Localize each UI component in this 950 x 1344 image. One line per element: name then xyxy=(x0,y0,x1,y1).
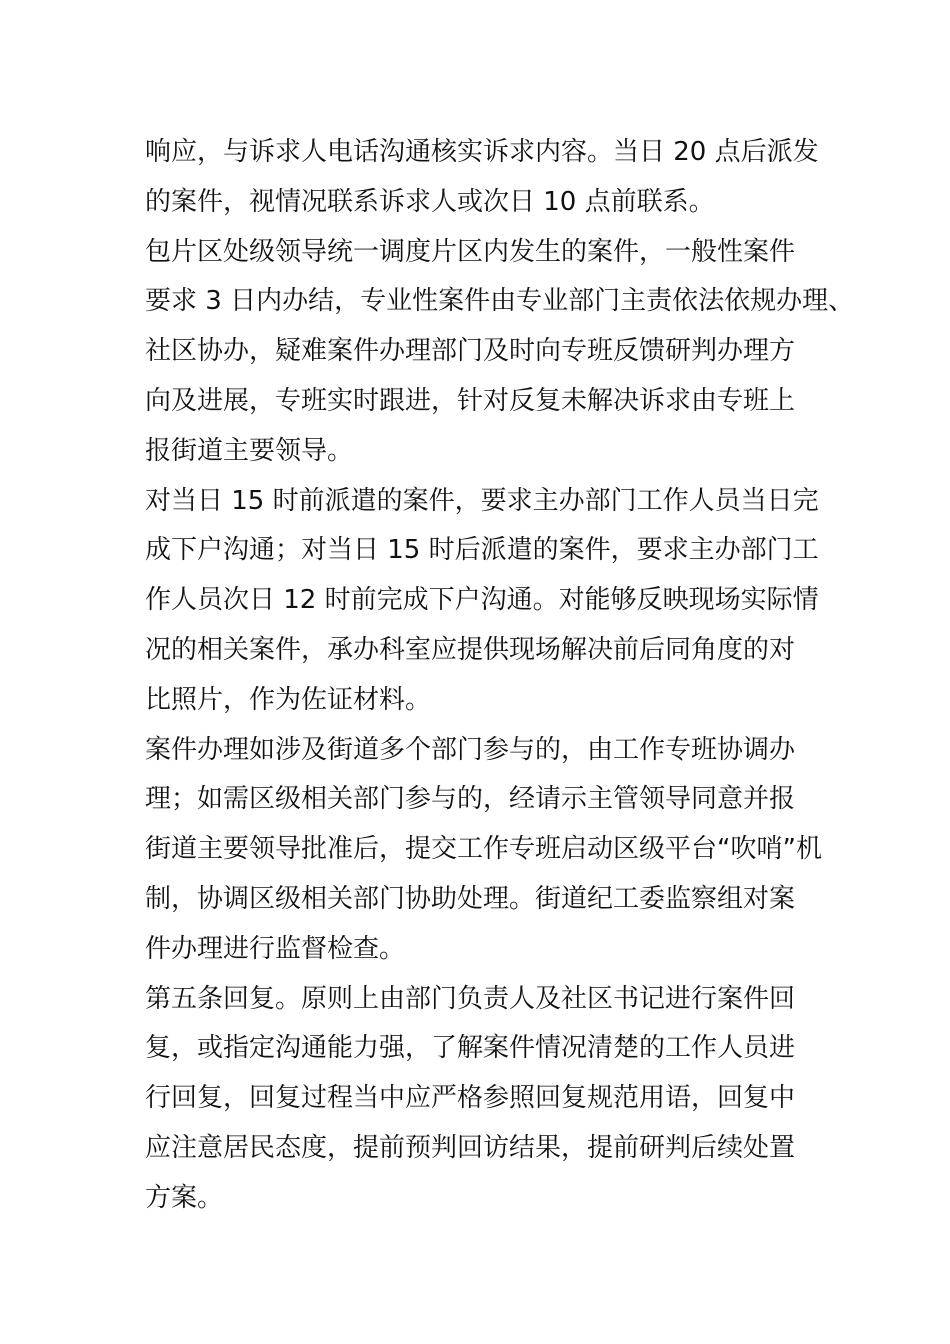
paragraph-3 xyxy=(145,477,819,726)
text-line: 的案件，视情况联系诉求人或次日 10 点前联系。 xyxy=(145,186,715,217)
text-line: 行回复，回复过程当中应严格参照回复规范用语，回复中 xyxy=(145,1083,796,1114)
text-line: 第五条回复。原则上由部门负责人及社区书记进行案件回 xyxy=(145,983,796,1014)
text-line: 方案。 xyxy=(145,1182,224,1213)
paragraph-4 xyxy=(145,726,822,975)
text-line: 社区协办，疑难案件办理部门及时向专班反馈研判办理方 xyxy=(145,336,796,367)
text-line: 制，协调区级相关部门协助处理。街道纪工委监察组对案 xyxy=(145,883,796,914)
text-line: 要求 3 日内办结，专业性案件由专业部门主责依法依规办理、 xyxy=(145,286,855,317)
document-body xyxy=(145,128,855,1224)
text-line: 向及进展，专班实时跟进，针对反复未解决诉求由专班上 xyxy=(145,385,796,416)
text-line: 成下户沟通；对当日 15 时后派遣的案件，要求主办部门工 xyxy=(145,535,819,566)
text-line: 作人员次日 12 时前完成下户沟通。对能够反映现场实际情 xyxy=(145,585,819,616)
paragraph-5 xyxy=(145,975,815,1224)
text-line: 报街道主要领导。 xyxy=(145,435,354,466)
paragraph-1 xyxy=(145,128,819,228)
text-line: 案件办理如涉及街道多个部门参与的，由工作专班协调办 xyxy=(145,734,796,765)
text-line: 况的相关案件，承办科室应提供现场解决前后同角度的对 xyxy=(145,634,796,665)
text-line: 件办理进行监督检查。 xyxy=(145,933,406,964)
paragraph-2 xyxy=(145,228,855,477)
text-line: 理；如需区级相关部门参与的，经请示主管领导同意并报 xyxy=(145,784,796,815)
text-line: 街道主要领导批准后，提交工作专班启动区级平台“吹哨”机 xyxy=(145,834,822,865)
text-line: 包片区处级领导统一调度片区内发生的案件，一般性案件 xyxy=(145,236,796,267)
text-line: 响应，与诉求人电话沟通核实诉求内容。当日 20 点后派发 xyxy=(145,137,819,167)
text-line: 对当日 15 时前派遣的案件，要求主办部门工作人员当日完 xyxy=(145,485,819,516)
text-line: 应注意居民态度，提前预判回访结果，提前研判后续处置 xyxy=(145,1132,796,1163)
text-line: 复，或指定沟通能力强，了解案件情况清楚的工作人员进 xyxy=(145,1033,796,1064)
text-line: 比照片，作为佐证材料。 xyxy=(145,684,432,715)
